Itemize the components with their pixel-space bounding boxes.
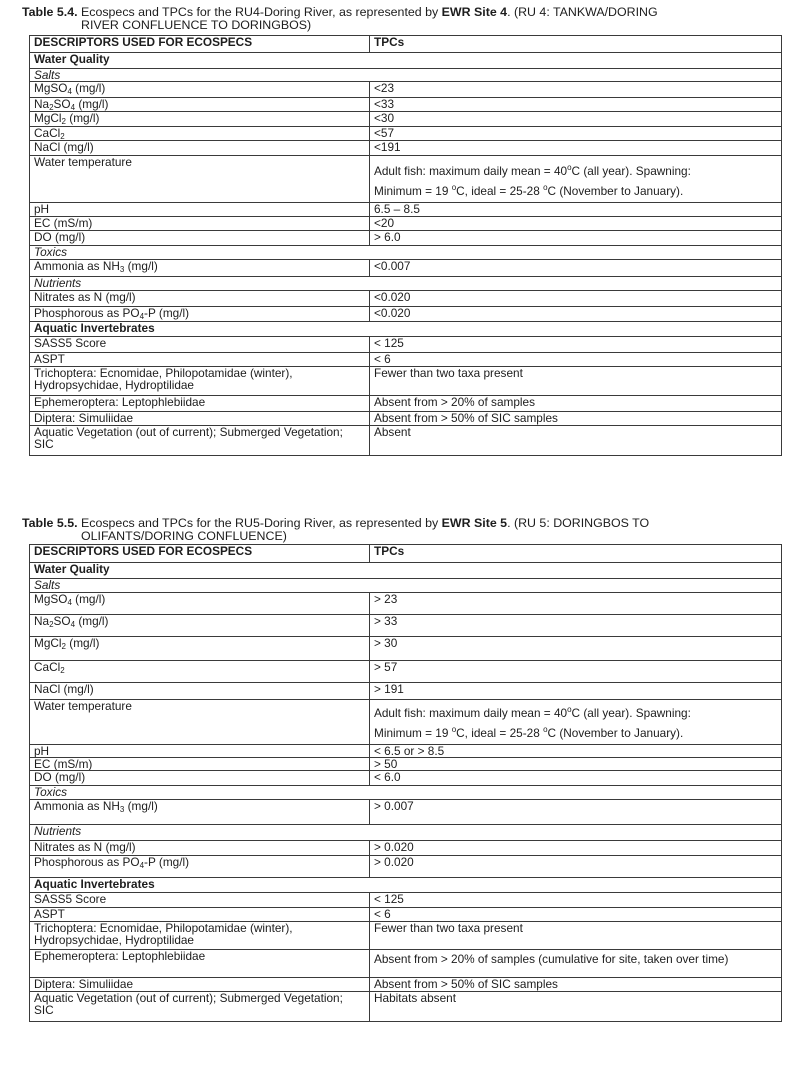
descriptor-cell: Phosphorous as $PO_4-P$ (mg/l)	[30, 856, 370, 878]
tpc-cell: Absent from > 20% of samples	[370, 396, 782, 412]
descriptor-cell: MgSO$_4$ (mg/l)	[30, 593, 370, 615]
table-row	[30, 141, 782, 156]
table-5-5	[29, 544, 782, 1022]
tpc-cell: <191	[370, 141, 782, 156]
descriptor-cell: CaCl$_2$	[30, 661, 370, 683]
descriptor-cell: DO (mg/l)	[30, 771, 370, 786]
descriptor-cell: Ammonia as $NH_3$ (mg/l)	[30, 800, 370, 825]
table-row	[30, 992, 782, 1022]
table-row	[30, 260, 782, 277]
tpc-cell: 6.5 – 8.5	[370, 203, 782, 217]
table-row	[30, 893, 782, 908]
descriptor-cell: Aquatic Vegetation (out of current); Submerged Vegetation; SIC	[30, 426, 370, 456]
table-row	[30, 922, 782, 950]
tpc-cell: > 6.0	[370, 231, 782, 246]
tpc-cell: Adult fish: maximum daily mean = $40^oC$ (all year). Spawning: Minimum = 19 $^o$C, ideal = 25-28 $^o$C (November to January).	[370, 700, 782, 745]
table-row	[30, 745, 782, 758]
subsection-row	[30, 277, 782, 291]
table-row	[30, 82, 782, 98]
tpc-cell: Absent from > 20% of samples (cumulative for site, taken over time)	[370, 950, 782, 978]
tpc-cell: > 33	[370, 615, 782, 637]
descriptor-cell: Water temperature	[30, 156, 370, 203]
descriptor-cell: NaCl (mg/l)	[30, 683, 370, 700]
table-row	[30, 593, 782, 615]
tpc-cell: < 6	[370, 353, 782, 367]
caption-text-line2: OLIFANTS/DORING CONFLUENCE)	[81, 529, 287, 543]
subsection-row	[30, 825, 782, 841]
subsection-row	[30, 579, 782, 593]
caption-number: Table 5.5.	[22, 516, 78, 530]
descriptor-cell: $Na_2SO_4$ (mg/l)	[30, 615, 370, 637]
table-row	[30, 700, 782, 745]
table-row	[30, 337, 782, 353]
section-row	[30, 322, 782, 337]
table-row	[30, 353, 782, 367]
table-header-row	[30, 545, 782, 563]
table-row	[30, 800, 782, 825]
descriptor-cell: pH	[30, 745, 370, 758]
subsection-label: Toxics	[30, 786, 782, 800]
descriptor-cell: Aquatic Vegetation (out of current); Submerged Vegetation; SIC	[30, 992, 370, 1022]
tpc-cell: > 23	[370, 593, 782, 615]
table-row	[30, 127, 782, 141]
subsection-row	[30, 69, 782, 82]
table-row	[30, 637, 782, 661]
table-row	[30, 841, 782, 856]
table-row	[30, 231, 782, 246]
tpc-cell: <33	[370, 98, 782, 112]
subsection-row	[30, 246, 782, 260]
column-header-descriptors: DESCRIPTORS USED FOR ECOSPECS	[30, 545, 370, 563]
table-row	[30, 758, 782, 771]
table-row	[30, 291, 782, 307]
descriptor-cell: Ammonia as $NH_3$ (mg/l)	[30, 260, 370, 277]
table-header-row	[30, 36, 782, 53]
descriptor-cell: Nitrates as N (mg/l)	[30, 841, 370, 856]
subsection-row	[30, 786, 782, 800]
subsection-label: Nutrients	[30, 277, 782, 291]
column-header-tpcs: TPCs	[370, 36, 782, 53]
tpc-cell: < 125	[370, 893, 782, 908]
table-row	[30, 661, 782, 683]
descriptor-cell: Water temperature	[30, 700, 370, 745]
descriptor-cell: MgCl$_2$ (mg/l)	[30, 637, 370, 661]
section-label: Aquatic Invertebrates	[30, 322, 782, 337]
table-row	[30, 615, 782, 637]
tpc-cell: <20	[370, 217, 782, 231]
table-row	[30, 683, 782, 700]
table-row	[30, 950, 782, 978]
tpc-cell: < 125	[370, 337, 782, 353]
table-5-5-caption	[22, 517, 792, 543]
table-5-4	[29, 35, 782, 456]
tpc-cell: > 57	[370, 661, 782, 683]
descriptor-cell: Phosphorous as $PO_4-P$ (mg/l)	[30, 307, 370, 322]
section-label: Water Quality	[30, 53, 782, 69]
caption-number: Table 5.4.	[22, 5, 78, 19]
table-5-4-caption	[22, 6, 792, 32]
section-row	[30, 563, 782, 579]
descriptor-cell: MgSO$_4$ (mg/l)	[30, 82, 370, 98]
tpc-cell: > 0.020	[370, 856, 782, 878]
table-row	[30, 426, 782, 456]
tpc-cell: > 50	[370, 758, 782, 771]
subsection-label: Salts	[30, 579, 782, 593]
descriptor-cell: Trichoptera: Ecnomidae, Philopotamidae (winter), Hydropsychidae, Hydroptilidae	[30, 922, 370, 950]
column-header-descriptors: DESCRIPTORS USED FOR ECOSPECS	[30, 36, 370, 53]
tpc-cell: Fewer than two taxa present	[370, 922, 782, 950]
descriptor-cell: ASPT	[30, 908, 370, 922]
tpc-cell: Absent	[370, 426, 782, 456]
table-row	[30, 771, 782, 786]
table-row	[30, 978, 782, 992]
tpc-cell: > 30	[370, 637, 782, 661]
descriptor-cell: MgCl$_2$ (mg/l)	[30, 112, 370, 127]
tpc-cell: <23	[370, 82, 782, 98]
tpc-cell: <0.007	[370, 260, 782, 277]
caption-text: Ecospecs and TPCs for the RU5-Doring River, as represented by EWR Site 5. (RU 5: DORINGBOS TO	[81, 516, 650, 530]
tpc-cell: > 0.007	[370, 800, 782, 825]
tpc-cell: < 6.0	[370, 771, 782, 786]
tpc-cell: Fewer than two taxa present	[370, 367, 782, 396]
tpc-cell: Absent from > 50% of SIC samples	[370, 412, 782, 426]
descriptor-cell: CaCl$_2$	[30, 127, 370, 141]
tpc-cell: > 0.020	[370, 841, 782, 856]
column-header-tpcs: TPCs	[370, 545, 782, 563]
table-row	[30, 307, 782, 322]
table-row	[30, 412, 782, 426]
table-row	[30, 217, 782, 231]
table-row	[30, 856, 782, 878]
descriptor-cell: EC (mS/m)	[30, 758, 370, 771]
tpc-cell: Absent from > 50% of SIC samples	[370, 978, 782, 992]
descriptor-cell: Nitrates as N (mg/l)	[30, 291, 370, 307]
tpc-cell: <0.020	[370, 307, 782, 322]
tpc-cell: <57	[370, 127, 782, 141]
descriptor-cell: Trichoptera: Ecnomidae, Philopotamidae (winter), Hydropsychidae, Hydroptilidae	[30, 367, 370, 396]
descriptor-cell: Ephemeroptera: Leptophlebiidae	[30, 950, 370, 978]
subsection-label: Nutrients	[30, 825, 782, 841]
descriptor-cell: EC (mS/m)	[30, 217, 370, 231]
tpc-cell: <30	[370, 112, 782, 127]
descriptor-cell: Diptera: Simuliidae	[30, 978, 370, 992]
descriptor-cell: DO (mg/l)	[30, 231, 370, 246]
descriptor-cell: pH	[30, 203, 370, 217]
tpc-cell: < 6.5 or > 8.5	[370, 745, 782, 758]
tpc-cell: <0.020	[370, 291, 782, 307]
table-row	[30, 203, 782, 217]
descriptor-cell: Ephemeroptera: Leptophlebiidae	[30, 396, 370, 412]
subsection-label: Toxics	[30, 246, 782, 260]
descriptor-cell: Diptera: Simuliidae	[30, 412, 370, 426]
tpc-cell: Habitats absent	[370, 992, 782, 1022]
table-row	[30, 156, 782, 203]
descriptor-cell: ASPT	[30, 353, 370, 367]
caption-text-line2: RIVER CONFLUENCE TO DORINGBOS)	[81, 18, 312, 32]
descriptor-cell: NaCl (mg/l)	[30, 141, 370, 156]
section-label: Aquatic Invertebrates	[30, 878, 782, 893]
tpc-cell: Adult fish: maximum daily mean = $40^oC$ (all year). Spawning: Minimum = 19 $^o$C, ideal = 25-28 $^o$C (November to January).	[370, 156, 782, 203]
caption-text: Ecospecs and TPCs for the RU4-Doring River, as represented by EWR Site 4. (RU 4: TANKWA/DORING	[81, 5, 658, 19]
table-row	[30, 112, 782, 127]
table-row	[30, 396, 782, 412]
tpc-cell: > 191	[370, 683, 782, 700]
section-row	[30, 878, 782, 893]
table-row	[30, 908, 782, 922]
table-row	[30, 367, 782, 396]
descriptor-cell: SASS5 Score	[30, 337, 370, 353]
subsection-label: Salts	[30, 69, 782, 82]
table-row	[30, 98, 782, 112]
section-label: Water Quality	[30, 563, 782, 579]
tpc-cell: < 6	[370, 908, 782, 922]
section-row	[30, 53, 782, 69]
descriptor-cell: SASS5 Score	[30, 893, 370, 908]
descriptor-cell: $Na_2SO_4$ (mg/l)	[30, 98, 370, 112]
